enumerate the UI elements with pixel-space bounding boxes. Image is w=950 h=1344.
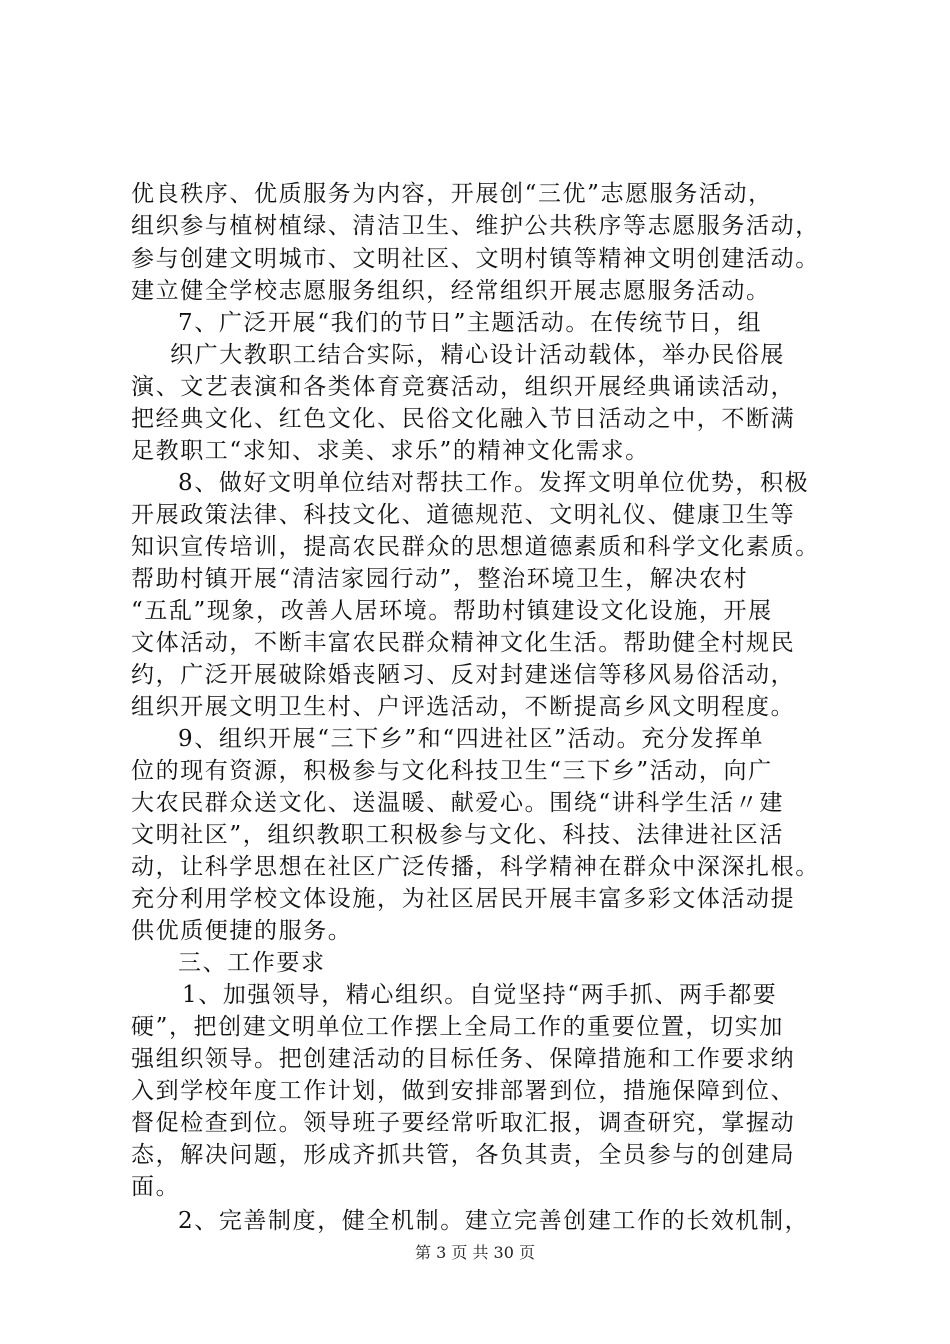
text-line: 动，让科学思想在社区广泛传播，科学精神在群众中深深扎根。 <box>131 854 820 880</box>
text-line: 组织开展文明卫生村、户评选活动，不断提高乡风文明程度。 <box>131 694 796 720</box>
text-line: 态，解决问题，形成齐抓共管，各负其责，全员参与的创建局 <box>131 1142 796 1168</box>
text-line: 文明社区”，组织教职工积极参与文化、科技、法律进社区活 <box>131 822 784 848</box>
text-line: 督促检查到位。领导班子要经常听取汇报，调查研究，掌握动 <box>131 1110 796 1136</box>
text-line: 供优质便捷的服务。 <box>131 918 353 944</box>
text-line: 硬”，把创建文明单位工作摆上全局工作的重要位置，切实加 <box>131 1014 784 1040</box>
text-line: 开展政策法律、科技文化、道德规范、文明礼仪、健康卫生等 <box>131 502 796 528</box>
text-line: 参与创建文明城市、文明社区、文明村镇等精神文明创建活动。 <box>131 246 820 272</box>
text-line: 织广大教职工结合实际，精心设计活动载体，举办民俗展 <box>170 342 785 368</box>
text-line: 优良秩序、优质服务为内容，开展创“三优”志愿服务活动， <box>131 181 773 207</box>
section-heading: 三、工作要求 <box>178 950 326 976</box>
text-line: 约，广泛开展破除婚丧陋习、反对封建迷信等移风易俗活动， <box>131 662 796 688</box>
paragraph-start-line: 1、加强领导，精心组织。自觉坚持“两手抓、两手都要 <box>182 982 778 1008</box>
text-line: 文体活动，不断丰富农民群众精神文化生活。帮助健全村规民 <box>131 630 796 656</box>
text-line: 演、文艺表演和各类体育竞赛活动，组织开展经典诵读活动， <box>131 374 796 400</box>
text-line: 建立健全学校志愿服务组织，经常组织开展志愿服务活动。 <box>131 278 771 304</box>
text-line: 足教职工“求知、求美、求乐”的精神文化需求。 <box>131 438 650 464</box>
text-line: 组织参与植树植绿、清洁卫生、维护公共秩序等志愿服务活动， <box>131 213 820 239</box>
text-line: 充分利用学校文体设施，为社区居民开展丰富多彩文体活动提 <box>131 886 796 912</box>
page-footer: 第 3 页 共 30 页 <box>415 1243 535 1262</box>
paragraph-start-line: 8、做好文明单位结对帮扶工作。发挥文明单位优势，积极 <box>178 470 810 496</box>
text-line: 强组织领导。把创建活动的目标任务、保障措施和工作要求纳 <box>131 1046 796 1072</box>
paragraph-start-line: 2、完善制度，健全机制。建立完善创建工作的长效机制， <box>178 1208 810 1234</box>
paragraph-start-line: 9、组织开展“三下乡”和“四进社区”活动。充分发挥单 <box>178 726 765 752</box>
text-line: 面。 <box>131 1174 181 1200</box>
text-line: 大农民群众送文化、送温暖、献爱心。围绕“讲科学生活〃建 <box>131 790 784 816</box>
text-line: “五乱”现象，改善人居环境。帮助村镇建设文化设施，开展 <box>131 598 773 624</box>
text-line: 知识宣传培训，提高农民群众的思想道德素质和科学文化素质。 <box>131 534 820 560</box>
text-line: 把经典文化、红色文化、民俗文化融入节日活动之中，不断满 <box>131 406 796 432</box>
text-line: 帮助村镇开展“清洁家园行动”，整治环境卫生，解决农村 <box>131 566 749 592</box>
paragraph-start-line: 7、广泛开展“我们的节日”主题活动。在传统节日，组 <box>178 310 763 336</box>
text-line: 入到学校年度工作计划，做到安排部署到位，措施保障到位、 <box>131 1078 796 1104</box>
text-line: 位的现有资源，积极参与文化科技卫生“三下乡”活动，向广 <box>131 758 773 784</box>
